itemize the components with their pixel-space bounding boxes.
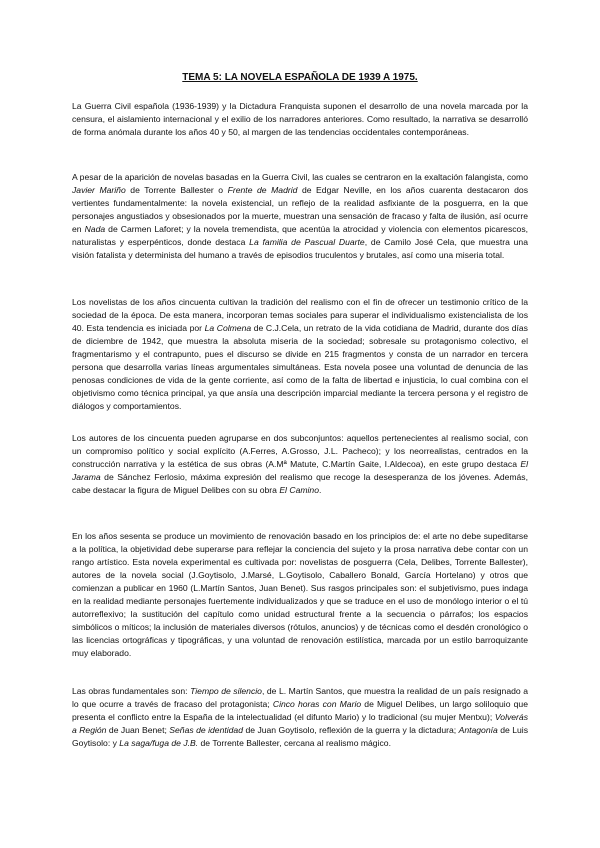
book-title: La saga/fuga de J.B. bbox=[119, 738, 199, 748]
paragraph-forties bbox=[72, 171, 528, 262]
book-title: Cinco horas con Mario bbox=[272, 699, 362, 709]
text-run: Las obras fundamentales son: bbox=[72, 686, 191, 696]
paragraph-key-works bbox=[72, 685, 528, 750]
text-run: Los autores de los cincuenta pueden agruparse en dos subconjuntos: aquellos pertenecientes al realismo social, con un compromiso político y social explícito (A.Ferres, A.Grosso, J.L. Pacheco); y los neorrealistas, centrados en la construcción narrativa y la estética de sus obras (A.Mª Matute, C.Martín Gaite, I.Aldecoa), en este grupo destaca bbox=[72, 433, 528, 469]
book-title: La Colmena bbox=[204, 323, 252, 333]
paragraph-fifties-authors bbox=[72, 432, 528, 497]
text-run: de Torrente Ballester, cercana al realismo mágico. bbox=[198, 738, 391, 748]
text-run: de Miguel Delibes, un largo soliloquio que presenta el conflicto entre la España de la intelectualidad (el difunto Mario) y lo tradicional (su mujer Mentxu); bbox=[72, 699, 528, 722]
text-run: de Edgar Neville, en los años cuarenta destacaron dos vertientes fundamentalmente: la novela existencial, un reflejo de la realidad asfixiante de la posguerra, en la que personajes angustiados y obsesionados por la muerte, muestran una sensación de fracaso y falta de ilusión, así ocurre en bbox=[72, 185, 528, 234]
text-run: A pesar de la aparición de novelas basadas en la Guerra Civil, las cuales se centraron en la exaltación falangista, como bbox=[72, 172, 528, 182]
text-run: de Torrente Ballester o bbox=[125, 185, 228, 195]
paragraph-text: En los años sesenta se produce un movimiento de renovación basado en los principios de: el arte no debe supeditarse a la política, la objetividad debe superarse para reflejar la conciencia del sujeto y la prosa narrativa debe contar con un rango artístico. Esta novela experimental es cultivada por: novelistas de posguerra (Cela, Delibes, Torrente Ballester), autores de la novela social (J.Goytisolo, J.Marsé, L.Goytisolo, Caballero Bonald, García Hortelano) y otros que comienzan a publicar en 1960 (L.Martín Santos, Juan Benet). Sus rasgos principales son: el subjetivismo, pues indaga en la realidad mediante personajes fuertemente individualizados y que se traduce en el uso de monólogo interior o el tú autorreflexivo; la sustitución del capítulo como unidad estructural frente a la secuencia o párrafos; los espacios simbólicos o míticos; la inclusión de materiales diversos (rótulos, anuncios) y de técnicas como el desdén cronológico o las licencias ortográficas y tipográficas, y una voluntad de renovación estilística, marcada por un estilo barroquizante muy elaborado. bbox=[72, 531, 528, 658]
text-run: de C.J.Cela, un retrato de la vida cotidiana de Madrid, durante dos días de diciembre de 1942, que muestra la absoluta miseria de la sociedad; sobresale su protagonismo colectivo, el fragmentarismo y el contrapunto, pues el discurso se divide en 215 fragmentos y consta de un narrador en tercera persona que desarrolla varias líneas argumentales simultáneas. Esta novela posee una voluntad de denuncia de las penosas condiciones de vida de la gente corriente, así como de la falta de libertad e injusticia, lo cual combina con el objetivismo como técnica principal, ya que ansía una descripción imparcial mediante la tercera persona y el registro de diálogos y comportamientos. bbox=[72, 323, 528, 411]
book-title: Señas de identidad bbox=[169, 725, 243, 735]
book-title: La familia de Pascual Duarte bbox=[249, 237, 365, 247]
paragraph-intro bbox=[72, 100, 528, 139]
book-title: El Jarama bbox=[72, 459, 528, 482]
book-title: Tiempo de silencio bbox=[190, 686, 262, 696]
text-run: , de Camilo José Cela, que muestra una visión fatalista y determinista del humano a través de episodios truculentos y brutales, así como una miseria total. bbox=[72, 237, 528, 260]
book-title: Volverás a Región bbox=[72, 712, 528, 735]
book-title: Frente de Madrid bbox=[227, 185, 298, 195]
book-title: Javier Mariño bbox=[72, 185, 126, 195]
text-run: de Sánchez Ferlosio, máxima expresión del realismo que recoge la desesperanza de los jóvenes. Además, cabe destacar la figura de Miguel Delibes con su obra bbox=[72, 472, 528, 495]
paragraph-sixties bbox=[72, 530, 528, 660]
text-run: Los novelistas de los años cincuenta cultivan la tradición del realismo con el fin de ofrecer un testimonio crítico de la sociedad de la época. De esta manera, incorporan temas sociales para superar el individualismo existencialista de los 40. Esta tendencia es iniciada por bbox=[72, 297, 528, 333]
book-title: El Camino bbox=[279, 485, 319, 495]
text-run: de Juan Benet; bbox=[106, 725, 170, 735]
paragraph-text: La Guerra Civil española (1936-1939) y la Dictadura Franquista suponen el desarrollo de una novela marcada por la censura, el aislamiento internacional y el exilio de los narradores anteriores. Como resultado, la narrativa se desarrolló de forma anómala durante los años 40 y 50, al margen de las tendencias occidentales contemporáneas. bbox=[72, 101, 528, 137]
text-run: . bbox=[318, 485, 322, 495]
paragraph-fifties bbox=[72, 296, 528, 413]
text-run: de Luis Goytisolo: y bbox=[72, 725, 528, 748]
text-run: de Carmen Laforet; y la novela tremendista, que acentúa la atrocidad y violencia con elementos picarescos, naturalistas y esperpénticos, donde destaca bbox=[72, 224, 529, 247]
book-title: Antagonía bbox=[458, 725, 498, 735]
page-title: TEMA 5: LA NOVELA ESPAÑOLA DE 1939 A 1975. bbox=[182, 72, 418, 83]
text-run: de Juan Goytisolo, reflexión de la guerra y la dictadura; bbox=[243, 725, 459, 735]
book-title: Nada bbox=[84, 224, 106, 234]
text-run: , de L. Martín Santos, que muestra la realidad de un país resignado a lo que ocurre a través de fracaso del protagonista; bbox=[72, 686, 528, 709]
